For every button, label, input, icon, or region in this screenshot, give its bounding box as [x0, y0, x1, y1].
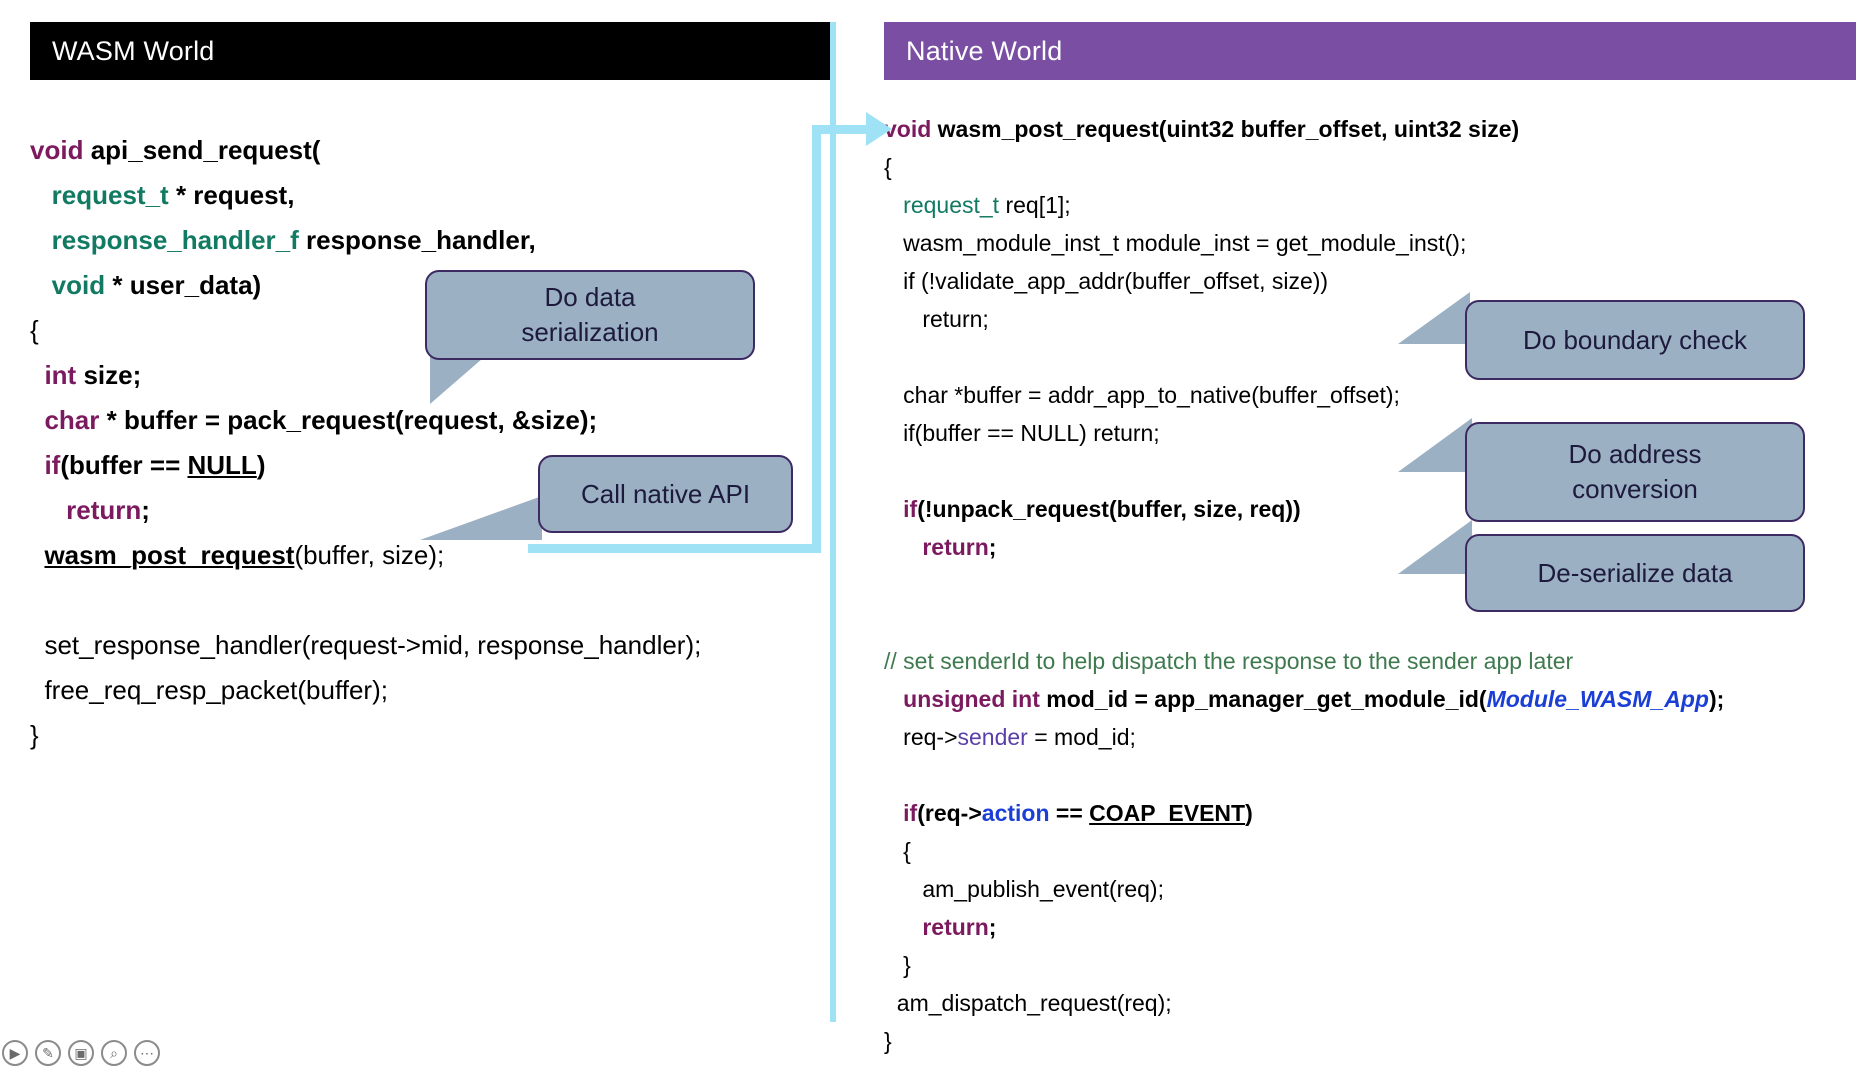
code-line: } [884, 1028, 892, 1054]
code-line: free_req_resp_packet(buffer); [30, 675, 388, 705]
code-line: } [30, 720, 39, 750]
code-line: void api_send_request( [30, 135, 321, 165]
world-separator-line [830, 22, 836, 1022]
callout-boundary-tail [1398, 292, 1470, 344]
code-line: if (!validate_app_addr(buffer_offset, size)) [884, 268, 1329, 294]
callout-address-tail [1398, 418, 1472, 472]
callout-do-data-serialization [425, 270, 755, 360]
callout-do-boundary-check [1465, 300, 1805, 380]
code-line: { [884, 838, 911, 864]
code-line: response_handler_f response_handler, [51, 225, 536, 255]
call-flow-horizontal [528, 544, 820, 553]
code-line: wasm_post_request(buffer, size); [44, 540, 445, 570]
wasm-world-header [30, 22, 830, 80]
code-line: int size; [44, 360, 142, 390]
native-world-header [884, 22, 1856, 80]
code-line: if(req->action == COAP_EVENT) [903, 800, 1253, 826]
code-line: // set senderId to help dispatch the response to the sender app later [884, 648, 1574, 674]
callout-de-serialize-data [1465, 534, 1805, 612]
entry-flow-arrowhead-icon [866, 112, 892, 146]
code-line: unsigned int mod_id = app_manager_get_module_id(Module_WASM_App); [903, 686, 1725, 712]
code-line: request_t * request, [51, 180, 295, 210]
code-line [884, 344, 890, 370]
code-line [884, 572, 890, 598]
code-line: wasm_module_inst_t module_inst = get_module_inst(); [884, 230, 1467, 256]
callout-serialization-line1: Do data [544, 282, 636, 312]
code-line: char * buffer = pack_request(request, &size); [44, 405, 598, 435]
code-line: am_dispatch_request(req); [884, 990, 1172, 1016]
code-line: { [30, 315, 39, 345]
code-line [884, 458, 890, 484]
code-line: void * user_data) [51, 270, 262, 300]
code-line: return; [922, 914, 997, 940]
code-line: request_t req[1]; [903, 192, 1071, 218]
callout-deserialize-tail [1398, 520, 1472, 574]
callout-deserialize-label: De-serialize data [1537, 557, 1733, 588]
code-line: if(buffer == NULL) [44, 450, 266, 480]
wasm-code-block [30, 128, 701, 758]
code-line [30, 585, 37, 615]
callout-call-native-api [538, 455, 793, 533]
callout-address-line2: conversion [1572, 474, 1698, 504]
pen-icon[interactable]: ✎ [35, 1040, 61, 1066]
callout-do-address-conversion [1465, 422, 1805, 522]
code-line: set_response_handler(request->mid, response_handler); [30, 630, 702, 660]
code-line: if(buffer == NULL) return; [884, 420, 1160, 446]
code-line: return; [922, 534, 997, 560]
callout-call-native-label: Call native API [580, 478, 751, 509]
zoom-icon[interactable]: ⌕ [101, 1040, 127, 1066]
code-line [884, 762, 890, 788]
code-line: req->sender = mod_id; [884, 724, 1136, 750]
code-line: if(!unpack_request(buffer, size, req)) [903, 496, 1301, 522]
call-flow-vertical [812, 125, 821, 553]
code-line: return; [66, 495, 150, 525]
code-line: void wasm_post_request(uint32 buffer_offset, uint32 size) [884, 116, 1520, 142]
callout-boundary-label: Do boundary check [1522, 324, 1748, 355]
slides-icon[interactable]: ▣ [68, 1040, 94, 1066]
wasm-world-title: WASM World [52, 35, 215, 66]
callout-address-line1: Do address [1568, 439, 1702, 469]
more-icon[interactable]: ⋯ [134, 1040, 160, 1066]
code-line: } [884, 952, 911, 978]
code-line: { [884, 154, 892, 180]
native-world-title: Native World [906, 35, 1063, 66]
presentation-toolbar[interactable] [0, 1040, 160, 1066]
code-line: char *buffer = addr_app_to_native(buffer_offset); [884, 382, 1400, 408]
code-line: am_publish_event(req); [884, 876, 1164, 902]
pointer-icon[interactable]: ▶ [2, 1040, 28, 1066]
code-line: return; [884, 306, 989, 332]
callout-call-native-tail [420, 496, 542, 540]
callout-serialization-line2: serialization [521, 317, 659, 347]
code-line [884, 610, 890, 636]
